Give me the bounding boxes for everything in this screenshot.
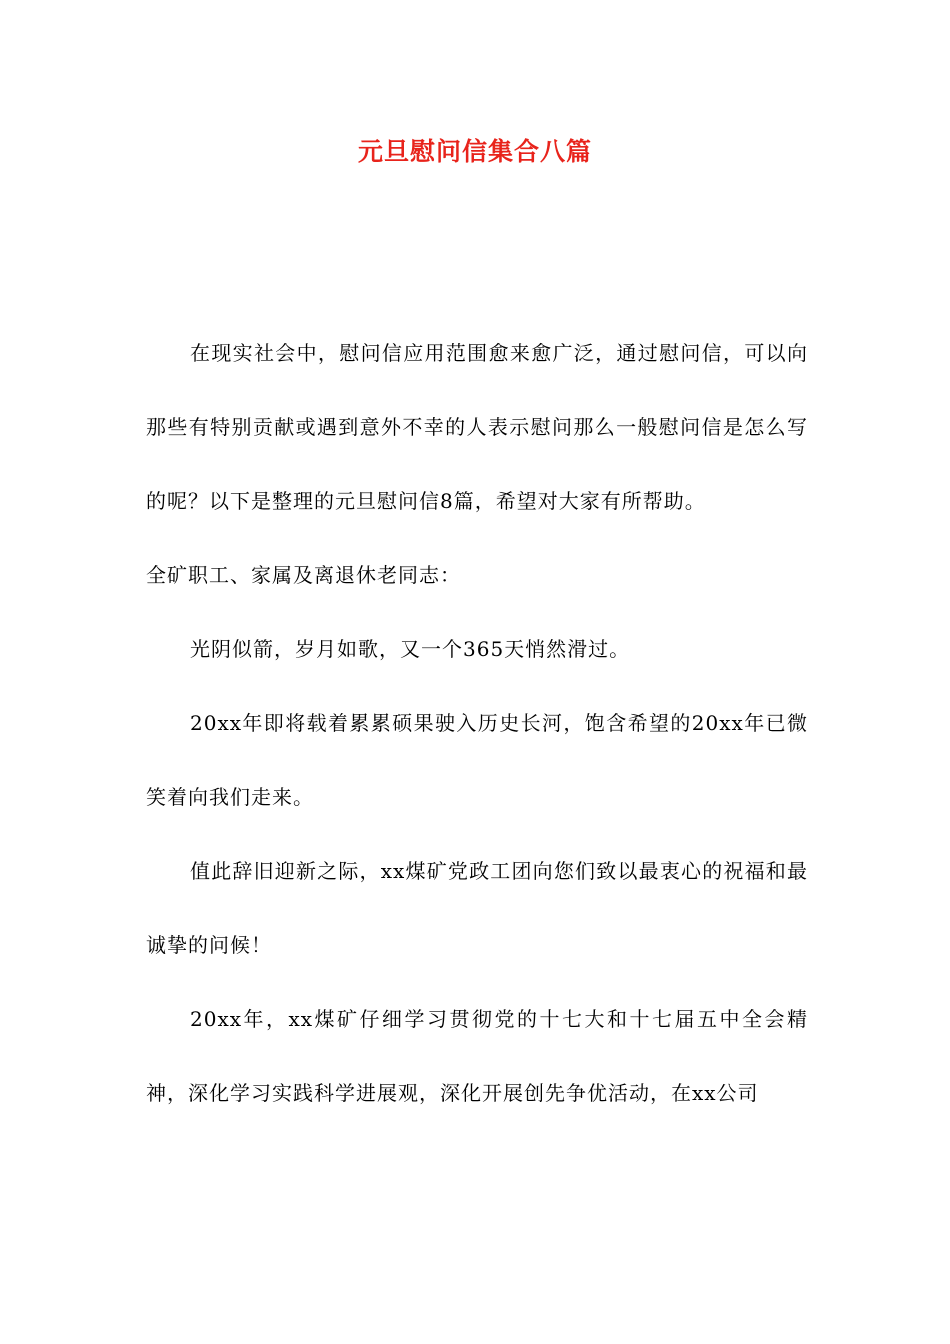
body-paragraph-1: 光阴似箭，岁月如歌，又一个365天悄然滑过。 xyxy=(190,637,631,661)
intro-paragraph: 在现实社会中，慰问信应用范围愈来愈广泛，通过慰问信，可以向那些有特别贡献或遇到意外不幸的人表示慰问那么一般慰问信是怎么写的呢？以下是整理的元旦慰问信8篇，希望对大家有所帮助。 xyxy=(146,341,808,513)
salutation-paragraph: 全矿职工、家属及离退休老同志： xyxy=(146,563,461,587)
document-body xyxy=(146,316,808,1130)
body-paragraph-3: 值此辞旧迎新之际，xx煤矿党政工团向您们致以最衷心的祝福和最诚挚的问候！ xyxy=(146,859,808,957)
body-paragraph-4: 20xx年，xx煤矿仔细学习贯彻党的十七大和十七届五中全会精神，深化学习实践科学进展观，深化开展创先争优活动，在xx公司 xyxy=(146,1007,808,1105)
body-paragraph-2: 20xx年即将载着累累硕果驶入历史长河，饱含希望的20xx年已微笑着向我们走来。 xyxy=(146,711,808,809)
document-title: 元旦慰问信集合八篇 xyxy=(357,137,592,166)
